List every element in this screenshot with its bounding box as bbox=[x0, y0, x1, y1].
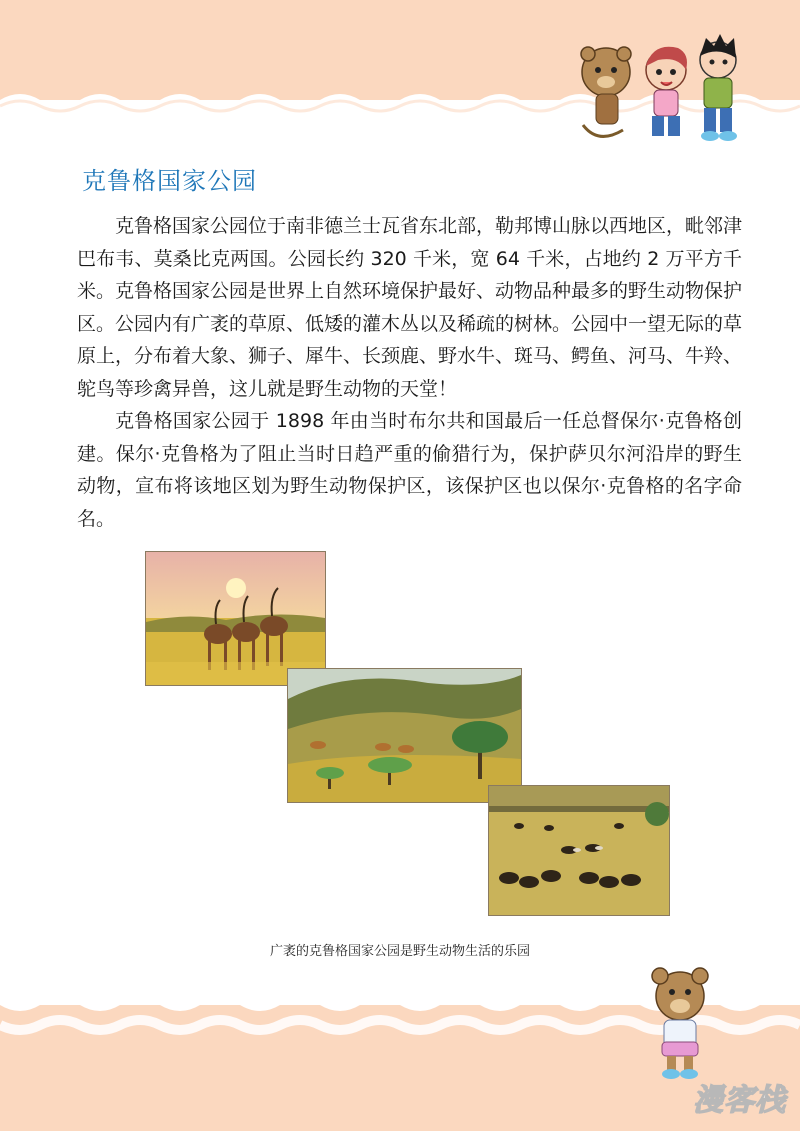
photo-wildebeest-herd bbox=[488, 785, 670, 916]
bear-mascot-icon bbox=[640, 962, 720, 1080]
girl-character-icon bbox=[646, 47, 687, 136]
photo-antelopes-sunset bbox=[145, 551, 326, 686]
section-title: 克鲁格国家公园 bbox=[82, 167, 257, 195]
cartoon-characters-group bbox=[578, 30, 750, 145]
site-watermark: 漫客栈 bbox=[693, 1083, 786, 1118]
article-body bbox=[77, 210, 742, 535]
photo-caption: 广袤的克鲁格国家公园是野生动物生活的乐园 bbox=[269, 944, 530, 959]
bear-character-icon bbox=[581, 47, 631, 136]
paragraph-1: 克鲁格国家公园位于南非德兰士瓦省东北部，勒邦博山脉以西地区，毗邻津巴布韦、莫桑比克两国。公园长约 320 千米，宽 64 千米，占地约 2 万平方千米。克鲁格国家公园是世界上自然环境保护最好、动物品种最多的野生动物保护区。公园内有广袤的草原、低矮的灌木丛以及稀疏的树林。公园中一望无际的草原上，分布着大象、狮子、犀牛、长颈鹿、野水牛、斑马、鳄鱼、河马、牛羚、鸵鸟等珍禽异兽，这儿就是野生动物的天堂！ bbox=[77, 215, 743, 400]
boy-character-icon bbox=[700, 34, 737, 141]
photo-savanna-hills bbox=[287, 668, 522, 803]
paragraph-2: 克鲁格国家公园于 1898 年由当时布尔共和国最后一任总督保尔·克鲁格创建。保尔·克鲁格为了阻止当时日趋严重的偷猎行为，保护萨贝尔河沿岸的野生动物，宣布将该地区划为野生动物保护区，该保护区也以保尔·克鲁格的名字命名。 bbox=[77, 410, 742, 530]
